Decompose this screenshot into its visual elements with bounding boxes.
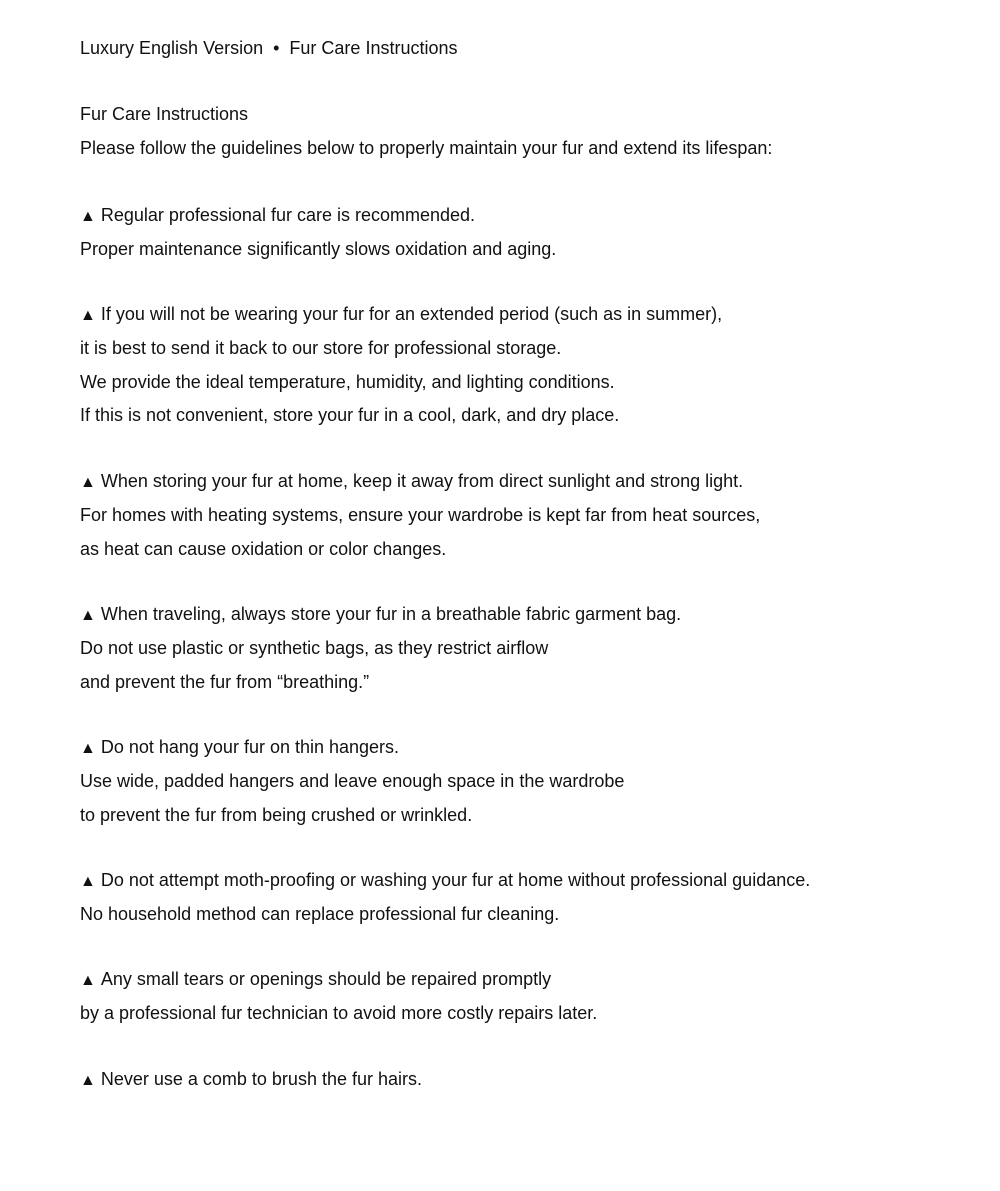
instruction-item <box>80 298 722 432</box>
instruction-line <box>80 997 597 1030</box>
page-header <box>80 35 457 61</box>
triangle-bullet-icon: ▲ <box>80 208 96 225</box>
instruction-heading <box>80 1063 422 1097</box>
instruction-text: to prevent the fur from being crushed or wrinkled. <box>80 804 473 825</box>
instruction-text: and prevent the fur from “breathing.” <box>80 671 370 692</box>
instruction-text: When storing your fur at home, keep it away from direct sunlight and strong light. <box>100 471 744 491</box>
instruction-text: Do not attempt moth-proofing or washing your fur at home without professional guidance. <box>100 870 811 890</box>
instruction-text: Regular professional fur care is recommended. <box>100 205 476 225</box>
instruction-line <box>80 799 624 832</box>
header-separator: • <box>273 38 280 58</box>
triangle-bullet-icon: ▲ <box>80 307 96 324</box>
instruction-line <box>80 666 681 699</box>
section-title: Fur Care Instructions <box>80 104 249 124</box>
header-left: Luxury English Version <box>80 38 264 58</box>
instruction-text: If you will not be wearing your fur for an extended period (such as in summer), <box>100 304 723 324</box>
triangle-bullet-icon: ▲ <box>80 740 96 757</box>
instruction-heading <box>80 731 624 765</box>
instruction-line <box>80 499 760 532</box>
instruction-text: Use wide, padded hangers and leave enough space in the wardrobe <box>80 771 625 792</box>
instruction-item <box>80 598 681 699</box>
instruction-text: No household method can replace professional fur cleaning. <box>80 904 560 925</box>
instruction-heading <box>80 465 760 499</box>
instruction-text: If this is not convenient, store your fur in a cool, dark, and dry place. <box>80 404 620 425</box>
instruction-item <box>80 199 556 267</box>
instruction-item <box>80 963 597 1031</box>
instruction-heading <box>80 963 597 997</box>
instruction-line <box>80 632 681 665</box>
triangle-bullet-icon: ▲ <box>80 607 96 624</box>
triangle-bullet-icon: ▲ <box>80 873 96 890</box>
instruction-heading <box>80 598 681 632</box>
instruction-text: We provide the ideal temperature, humidity, and lighting conditions. <box>80 371 615 392</box>
instruction-line <box>80 533 760 566</box>
intro-text: Please follow the guidelines below to properly maintain your fur and extend its lifespan: <box>80 138 773 158</box>
instruction-item <box>80 731 624 832</box>
instruction-line <box>80 765 624 798</box>
instruction-text: Any small tears or openings should be repaired promptly <box>100 969 552 989</box>
instruction-line <box>80 898 810 931</box>
instruction-text: When traveling, always store your fur in a breathable fabric garment bag. <box>100 604 682 624</box>
triangle-bullet-icon: ▲ <box>80 474 96 491</box>
instruction-text: For homes with heating systems, ensure your wardrobe is kept far from heat sources, <box>80 505 761 526</box>
instruction-text: Do not hang your fur on thin hangers. <box>100 737 400 757</box>
instruction-line <box>80 366 722 399</box>
instruction-line <box>80 332 722 365</box>
instruction-heading <box>80 298 722 332</box>
instruction-text: Do not use plastic or synthetic bags, as they restrict airflow <box>80 638 549 659</box>
instruction-text: it is best to send it back to our store for professional storage. <box>80 338 562 359</box>
instruction-heading <box>80 864 810 898</box>
instruction-text: Never use a comb to brush the fur hairs. <box>100 1069 422 1089</box>
triangle-bullet-icon: ▲ <box>80 1072 96 1089</box>
instruction-line <box>80 233 556 266</box>
instruction-item <box>80 864 810 932</box>
instruction-text: Proper maintenance significantly slows oxidation and aging. <box>80 239 557 260</box>
triangle-bullet-icon: ▲ <box>80 972 96 989</box>
instruction-item <box>80 465 760 566</box>
instruction-heading <box>80 199 556 233</box>
instruction-line <box>80 399 722 432</box>
instruction-text: as heat can cause oxidation or color changes. <box>80 538 447 559</box>
instruction-item <box>80 1063 422 1097</box>
header-right: Fur Care Instructions <box>289 38 458 58</box>
instruction-text: by a professional fur technician to avoid more costly repairs later. <box>80 1003 598 1024</box>
